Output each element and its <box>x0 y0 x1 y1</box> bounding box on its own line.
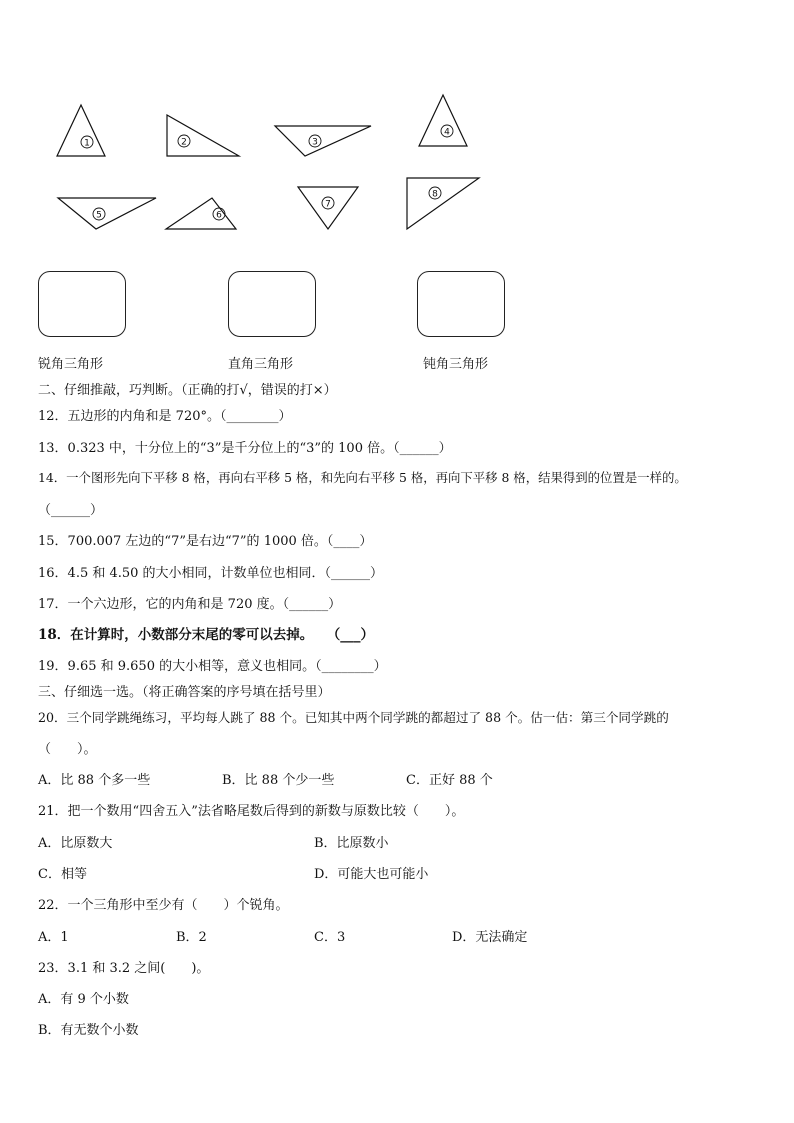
triangle-4 <box>419 95 467 146</box>
question-14-answer: （______） <box>38 503 104 518</box>
question-13: 13．0.323 中，十分位上的“3”是千分位上的“3”的 100 倍。（______） <box>38 441 452 456</box>
triangle-7-number: 7 <box>325 199 331 210</box>
question-22-stem: 22．一个三角形中至少有（ ）个锐角。 <box>38 898 289 913</box>
triangle-3 <box>275 126 371 156</box>
question-21-option-d[interactable]: D．可能大也可能小 <box>314 867 429 882</box>
triangle-2 <box>167 115 239 156</box>
question-23-option-a[interactable]: A．有 9 个小数 <box>38 992 129 1007</box>
question-20-option-a[interactable]: A．比 88 个多一些 <box>38 773 151 788</box>
acute-box-label: 锐角三角形 <box>38 357 104 372</box>
triangle-8-number: 8 <box>432 189 438 200</box>
question-22-option-b[interactable]: B．2 <box>176 930 207 945</box>
triangle-7 <box>298 187 358 229</box>
question-21-option-a[interactable]: A．比原数大 <box>38 836 113 851</box>
question-21-stem: 21．把一个数用“四舍五入”法省略尾数后得到的新数与原数比较（ ）。 <box>38 804 465 819</box>
triangle-6 <box>166 198 236 229</box>
question-23-option-b[interactable]: B．有无数个小数 <box>38 1023 139 1038</box>
question-21-option-b[interactable]: B．比原数小 <box>314 836 389 851</box>
triangle-8 <box>407 178 479 229</box>
question-20-option-c[interactable]: C．正好 88 个 <box>406 773 493 788</box>
question-22-option-c[interactable]: C．3 <box>314 930 346 945</box>
question-20-stem: 20．三个同学跳绳练习，平均每人跳了 88 个。已知其中两个同学跳的都超过了 88 个。估一估：第三个同学跳的 <box>38 710 669 725</box>
question-18: 18．在计算时，小数部分末尾的零可以去掉。 （___） <box>38 627 375 643</box>
triangle-1 <box>57 105 105 156</box>
question-15: 15．700.007 左边的“7”是右边“7”的 1000 倍。（____） <box>38 534 373 549</box>
obtuse-answer-box[interactable] <box>417 271 505 337</box>
question-21-option-c[interactable]: C．相等 <box>38 867 87 882</box>
question-12: 12．五边形的内角和是 720°。（________） <box>38 409 292 424</box>
question-19: 19．9.65 和 9.650 的大小相等，意义也相同。（________） <box>38 659 387 674</box>
question-22-option-a[interactable]: A．1 <box>38 930 69 945</box>
triangle-2-number: 2 <box>181 137 187 148</box>
triangle-1-number: 1 <box>84 138 90 149</box>
question-17: 17．一个六边形，它的内角和是 720 度。（______） <box>38 597 342 612</box>
triangle-5 <box>58 198 156 229</box>
question-14: 14．一个图形先向下平移 8 格，再向右平移 5 格，和先向右平移 5 格，再向下平移 8 格，结果得到的位置是一样的。 <box>38 470 687 485</box>
section3-title: 三、仔细选一选。（将正确答案的序号填在括号里） <box>38 685 331 700</box>
triangles-figure <box>0 0 794 240</box>
right-box-label: 直角三角形 <box>228 357 294 372</box>
question-16: 16．4.5 和 4.50 的大小相同，计数单位也相同．（______） <box>38 566 384 581</box>
triangle-4-number: 4 <box>444 127 450 138</box>
question-23-stem: 23．3.1 和 3.2 之间( )。 <box>38 961 210 976</box>
question-20-option-b[interactable]: B．比 88 个少一些 <box>222 773 335 788</box>
triangle-6-number: 6 <box>216 210 222 221</box>
triangle-5-number: 5 <box>96 210 102 221</box>
question-22-option-d[interactable]: D．无法确定 <box>452 930 528 945</box>
section2-title: 二、仔细推敲，巧判断。（正确的打√，错误的打×） <box>38 383 337 398</box>
right-answer-box[interactable] <box>228 271 316 337</box>
question-20-stem-cont: （ ）。 <box>38 742 97 757</box>
triangle-3-number: 3 <box>312 137 318 148</box>
obtuse-box-label: 钝角三角形 <box>423 357 489 372</box>
acute-answer-box[interactable] <box>38 271 126 337</box>
